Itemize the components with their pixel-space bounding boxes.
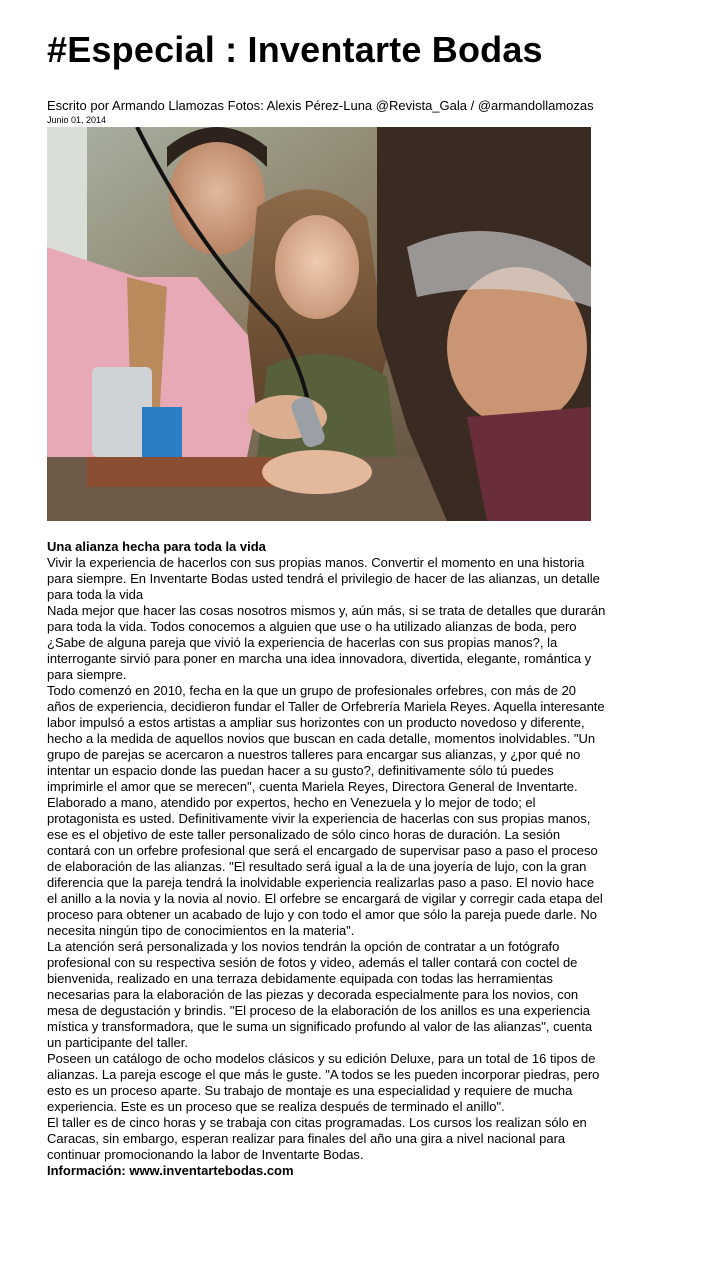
article-paragraph: La atención será personalizada y los novios tendrán la opción de contratar a un fotógrafo profesional con su respectiva sesión de fotos y video, además el taller contará con coctel de bienvenida, realizado en una terraza debidamente equipada con todas las herramientas necesarias para la elaboración de las piezas y decorada especialmente para los novios, con mesa de degustación y brindis. "El proceso de la elaboración de los anillos es una experiencia mística y transformadora, que le suma un significado profundo al valor de las alianzas", cuenta un participante del taller. [47, 939, 593, 1050]
article-paragraph: Elaborado a mano, atendido por expertos, hecho en Venezuela y lo mejor de todo; el protagonista es usted. Definitivamente vivir la experiencia de hacerlas con sus propias manos, ese es el objetivo de este taller personalizado de sólo cinco horas de duración. La sesión contará con un orfebre profesional que será el encargado de supervisar paso a paso el proceso de elaboración de las alianzas. "El resultado será igual a la de una joyería de lujo, con la gran diferencia que la pareja tendrá la inolvidable experiencia realizarlas paso a paso. El novio hace el anillo a la novia y la novia al novio. El orfebre se encargará de vigilar y corregir cada etapa del proceso para obtener un acabado de lujo y con todo el amor que sólo la pareja puede darle. No necesita ningún tipo de conocimientos en la materia". [47, 795, 603, 938]
article-photo [47, 127, 591, 521]
info-line: Información: www.inventartebodas.com [47, 1163, 294, 1178]
article-paragraph: Todo comenzó en 2010, fecha en la que un grupo de profesionales orfebres, con más de 20 años de experiencia, decidieron fundar el Taller de Orfebrería Mariela Reyes. Aquella interesante labor impulsó a estos artistas a ampliar sus horizontes con un producto novedoso y diferente, hecho a la medida de aquellos novios que buscan en cada detalle, momentos inolvidables. "Un grupo de parejas se acercaron a nuestros talleres para encargar sus alianzas, y ¿por qué no intentar un espacio donde las puedan hacer a su gusto?, definitivamente sólo tú puedes imprimirle el amor que se merecen", cuenta Mariela Reyes, Directora General de Inventarte. [47, 683, 605, 794]
article-paragraph: Nada mejor que hacer las cosas nosotros mismos y, aún más, si se trata de detalles que durarán para toda la vida. Todos conocemos a alguien que use o ha utilizado alianzas de boda, pero ¿Sabe de alguna pareja que vivió la experiencia de hacerlas con sus propias manos?, la interrogante sirvió para poner en marcha una idea innovadora, divertida, elegante, romántica y para siempre. [47, 603, 606, 682]
article-body [47, 539, 607, 1179]
article-paragraph: Poseen un catálogo de ocho modelos clásicos y su edición Deluxe, para un total de 16 tipos de alianzas. La pareja escoge el que más le guste. "A todos se les pueden incorporar piedras, pero esto es un proceso aparte. Su trabajo de montaje es una especialidad y requiere de mucha experiencia. Este es un proceso que se realiza después de terminado el anillo". [47, 1051, 600, 1114]
article-title: #Especial : Inventarte Bodas [47, 29, 543, 70]
article-byline: Escrito por Armando Llamozas Fotos: Alexis Pérez-Luna @Revista_Gala / @armandollamozas [47, 98, 594, 113]
article-subheading: Una alianza hecha para toda la vida [47, 539, 266, 554]
article [47, 28, 607, 1179]
article-paragraph: Vivir la experiencia de hacerlos con sus propias manos. Convertir el momento en una historia para siempre. En Inventarte Bodas usted tendrá el privilegio de hacer de las alianzas, un detalle para toda la vida [47, 555, 600, 602]
article-date: Junio 01, 2014 [47, 115, 107, 125]
article-paragraph: El taller es de cinco horas y se trabaja con citas programadas. Los cursos los realizan sólo en Caracas, sin embargo, esperan realizar para finales del año una gira a nivel nacional para continuar promocionando la labor de Inventarte Bodas. [47, 1115, 587, 1162]
